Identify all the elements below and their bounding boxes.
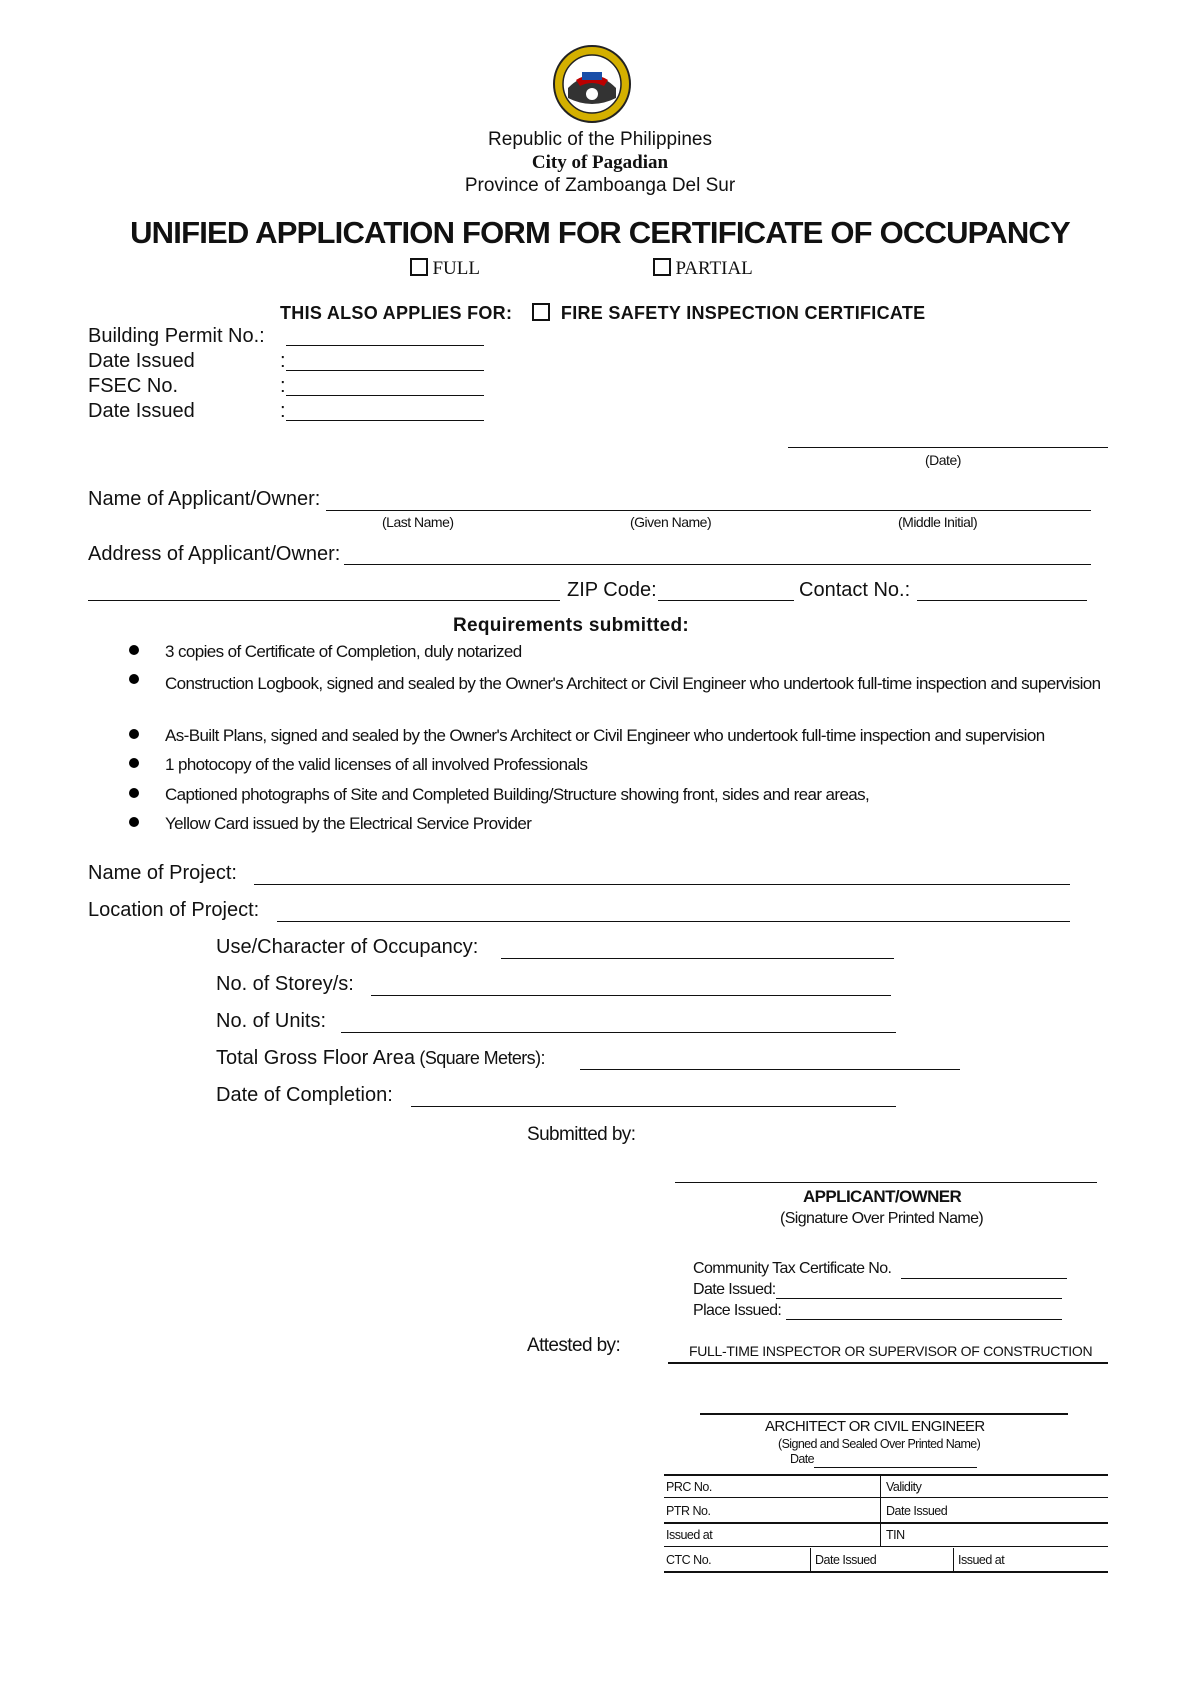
full-label: FULL [432, 258, 480, 279]
header-province: Province of Zamboanga Del Sur [464, 175, 736, 196]
building-permit-field[interactable] [286, 345, 484, 346]
applicant-name-field[interactable] [326, 510, 1091, 511]
completion-date-label: Date of Completion: [216, 1084, 393, 1106]
inspector-title: FULL-TIME INSPECTOR OR SUPERVISOR OF CONSTRUCTION [689, 1343, 1093, 1359]
storeys-label: No. of Storey/s: [216, 973, 354, 995]
fsec-date-issued-field[interactable] [286, 420, 484, 421]
gfa-unit-label: (Square Meters): [419, 1048, 545, 1068]
full-option[interactable] [410, 258, 480, 280]
project-name-field[interactable] [254, 884, 1070, 885]
gfa-label-group [216, 1047, 545, 1070]
bullet-icon [129, 758, 139, 768]
prc-no-cell[interactable]: PRC No. [666, 1480, 712, 1494]
header-city: City of Pagadian [531, 152, 669, 173]
units-field[interactable] [341, 1032, 896, 1033]
ctc-date-issued-field[interactable] [776, 1298, 1062, 1299]
inspector-signature-line[interactable] [668, 1362, 1108, 1364]
ctc-date-issued-cell[interactable]: Date Issued [815, 1553, 877, 1567]
requirement-item: 3 copies of Certificate of Completion, duly notarized [165, 642, 522, 661]
project-name-label: Name of Project: [88, 862, 237, 884]
requirements-heading: Requirements submitted: [453, 615, 689, 636]
occupancy-use-field[interactable] [501, 958, 894, 959]
applicant-name-label: Name of Applicant/Owner: [88, 488, 321, 510]
applicant-owner-title: APPLICANT/OWNER [803, 1187, 962, 1206]
ctc-field[interactable] [901, 1278, 1067, 1279]
given-name-caption: (Given Name) [630, 514, 712, 530]
full-checkbox[interactable] [410, 258, 428, 276]
permit-date-issued-label: Date Issued [88, 350, 195, 372]
units-label: No. of Units: [216, 1010, 327, 1032]
applies-label: THIS ALSO APPLIES FOR: [280, 303, 513, 323]
applicant-signature-caption: (Signature Over Printed Name) [780, 1210, 984, 1227]
fsec-label: FSEC No. [88, 375, 179, 397]
partial-checkbox[interactable] [653, 258, 671, 276]
engineer-title: ARCHITECT OR CIVIL ENGINEER [765, 1418, 985, 1435]
engineer-date-field[interactable] [814, 1467, 977, 1468]
address-label: Address of Applicant/Owner: [88, 543, 341, 565]
building-permit-label: Building Permit No.: [88, 325, 265, 347]
ctc-label: Community Tax Certificate No. [693, 1260, 892, 1277]
ctc-issued-at-cell[interactable]: Issued at [958, 1553, 1005, 1567]
gfa-field[interactable] [580, 1069, 960, 1070]
applicant-signature-line[interactable] [675, 1182, 1097, 1183]
ctc-place-issued-label: Place Issued: [693, 1302, 782, 1319]
date-field[interactable] [788, 447, 1108, 448]
ctc-no-cell[interactable]: CTC No. [666, 1553, 712, 1567]
bullet-icon [129, 674, 139, 684]
fsec-field[interactable] [286, 395, 484, 396]
tin-cell[interactable]: TIN [886, 1528, 905, 1542]
completion-date-field[interactable] [411, 1106, 896, 1107]
ctc-date-issued-label: Date Issued: [693, 1281, 776, 1298]
date-caption: (Date) [925, 452, 961, 468]
partial-option[interactable] [653, 258, 753, 280]
last-name-caption: (Last Name) [382, 514, 454, 530]
project-location-field[interactable] [277, 921, 1070, 922]
city-seal-logo [552, 44, 632, 124]
fsec-date-issued-label: Date Issued [88, 400, 195, 422]
contact-label: Contact No.: [799, 579, 911, 601]
middle-initial-caption: (Middle Initial) [898, 514, 978, 530]
ptr-issued-at-cell[interactable]: Issued at [666, 1528, 713, 1542]
engineer-caption: (Signed and Sealed Over Printed Name) [778, 1437, 981, 1451]
bullet-icon [129, 817, 139, 827]
submitted-by-label: Submitted by: [527, 1124, 636, 1145]
validity-cell[interactable]: Validity [886, 1480, 922, 1494]
contact-field[interactable] [917, 600, 1087, 601]
requirement-item: Captioned photographs of Site and Completed Building/Structure showing front, sides and rear areas, [165, 785, 870, 804]
zip-label: ZIP Code: [567, 579, 657, 601]
storeys-field[interactable] [371, 995, 891, 996]
bullet-icon [129, 729, 139, 739]
requirement-item: Construction Logbook, signed and sealed by the Owner's Architect or Civil Engineer who undertook full-time inspection and supervision [165, 674, 1101, 693]
permit-fields: Building Permit No.: Date Issued : FSEC No. : Date Issued : [88, 325, 286, 422]
address-field[interactable] [344, 564, 1091, 565]
engineer-signature-line[interactable] [700, 1413, 1068, 1415]
requirement-item: Yellow Card issued by the Electrical Service Provider [165, 814, 532, 833]
occupancy-use-label: Use/Character of Occupancy: [216, 936, 479, 958]
fsic-checkbox[interactable] [532, 303, 550, 321]
gfa-label: Total Gross Floor Area [216, 1047, 415, 1069]
zip-field[interactable] [658, 600, 794, 601]
ctc-place-issued-field[interactable] [786, 1319, 1062, 1320]
engineer-date-label: Date [790, 1452, 815, 1466]
address-field-2[interactable] [88, 600, 560, 601]
bullet-icon [129, 645, 139, 655]
project-location-label: Location of Project: [88, 899, 260, 921]
fsic-label: FIRE SAFETY INSPECTION CERTIFICATE [560, 303, 926, 323]
ptr-date-issued-cell[interactable]: Date Issued [886, 1504, 948, 1518]
attested-by-label: Attested by: [527, 1335, 621, 1356]
header-country: Republic of the Philippines [488, 129, 712, 150]
requirement-item: As-Built Plans, signed and sealed by the Owner's Architect or Civil Engineer who undertook full-time inspection and supervision [165, 726, 1045, 745]
form-title: UNIFIED APPLICATION FORM FOR CERTIFICATE OF OCCUPANCY [130, 215, 1070, 250]
bullet-icon [129, 788, 139, 798]
ptr-no-cell[interactable]: PTR No. [666, 1504, 711, 1518]
requirement-item: 1 photocopy of the valid licenses of all involved Professionals [165, 755, 588, 774]
partial-label: PARTIAL [675, 258, 753, 279]
permit-date-issued-field[interactable] [286, 370, 484, 371]
